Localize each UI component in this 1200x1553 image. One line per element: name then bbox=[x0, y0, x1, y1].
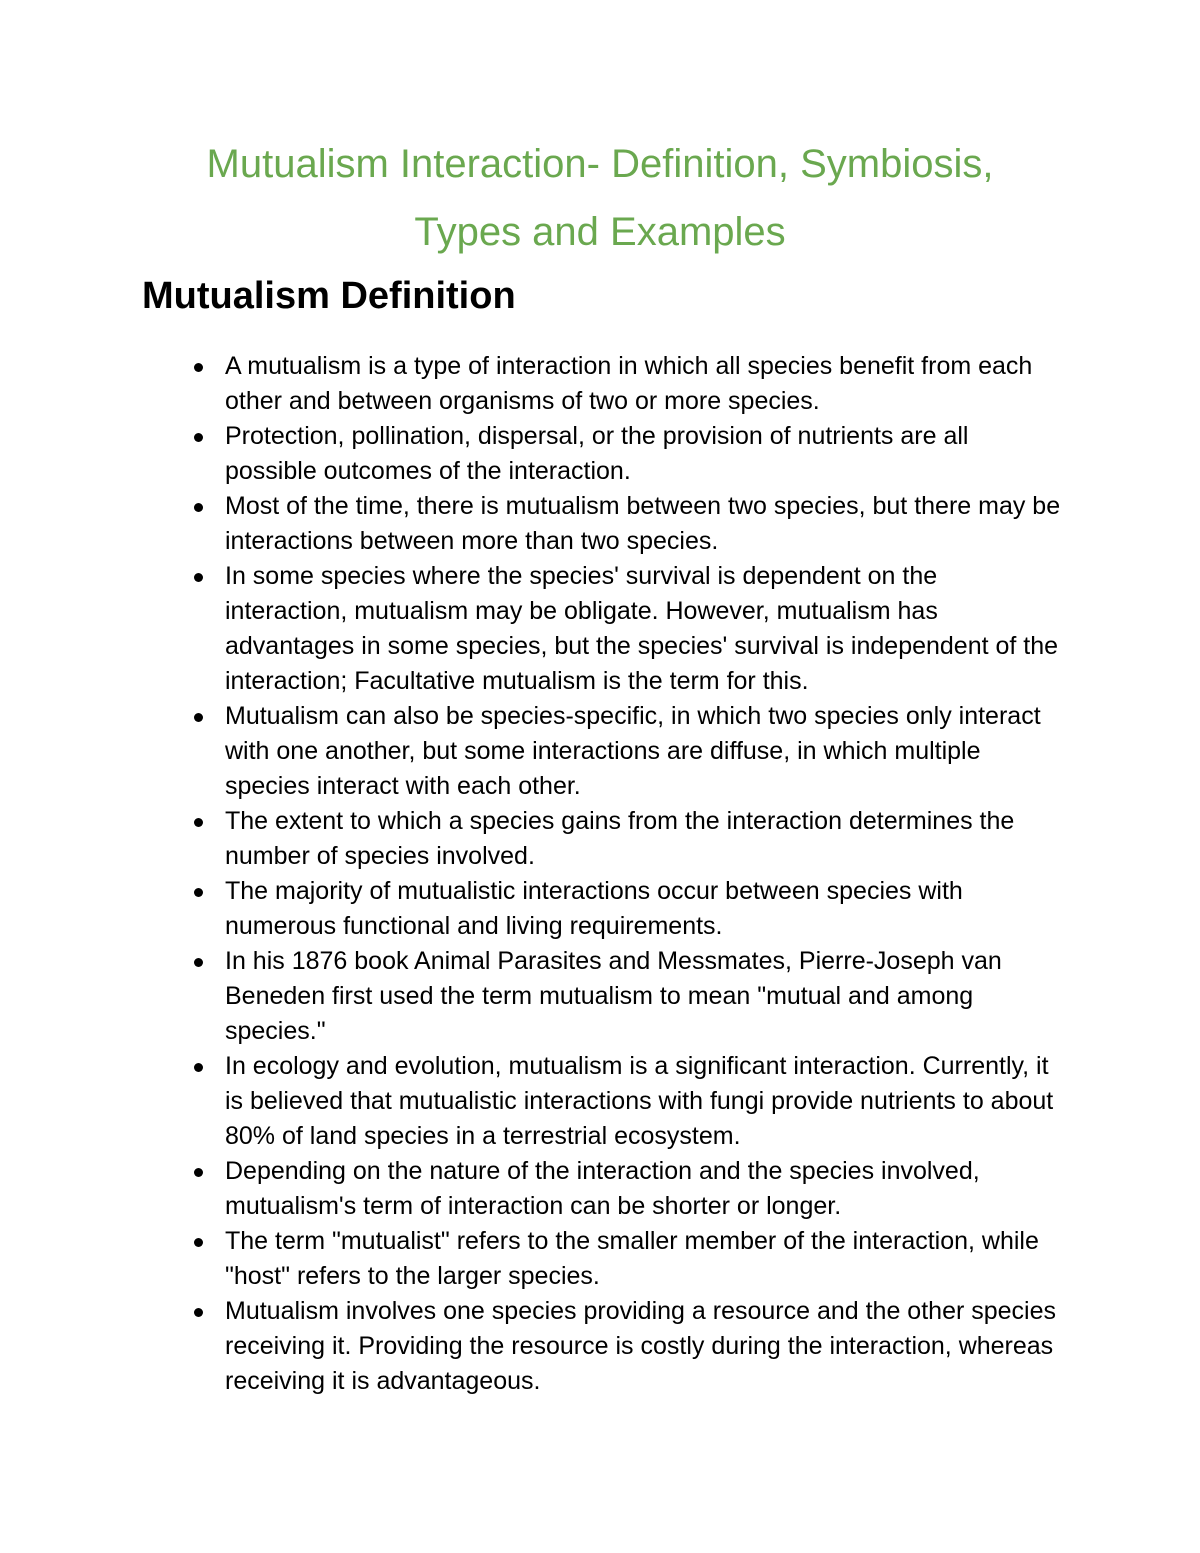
list-item-text: The majority of mutualistic interactions occur between species with numerous functional and living requirements. bbox=[225, 877, 963, 940]
list-item bbox=[225, 699, 1065, 804]
list-item bbox=[225, 559, 1065, 699]
list-item bbox=[225, 1224, 1065, 1294]
list-item-text: In his 1876 book Animal Parasites and Messmates, Pierre-Joseph van Beneden first used the term mutualism to mean "mutual and among species." bbox=[225, 947, 1002, 1045]
bullet-icon bbox=[194, 433, 203, 442]
definition-bullet-list bbox=[225, 349, 1065, 1399]
section-heading: Mutualism Definition bbox=[142, 275, 516, 317]
list-item-text: Mutualism involves one species providing a resource and the other species receiving it. Providing the resource is costly during the interaction, whereas receiving it is advantageous. bbox=[225, 1297, 1057, 1395]
list-item bbox=[225, 1049, 1065, 1154]
bullet-icon bbox=[194, 363, 203, 372]
list-item bbox=[225, 944, 1065, 1049]
list-item-text: In ecology and evolution, mutualism is a significant interaction. Currently, it is believed that mutualistic interactions with fungi provide nutrients to about 80% of land species in a terrestrial ecosystem. bbox=[225, 1052, 1054, 1150]
list-item bbox=[225, 489, 1065, 559]
list-item-text: The term "mutualist" refers to the smaller member of the interaction, while "host" refers to the larger species. bbox=[225, 1227, 1039, 1290]
list-item bbox=[225, 349, 1065, 419]
bullet-icon bbox=[194, 1063, 203, 1072]
list-item bbox=[225, 1294, 1065, 1399]
bullet-icon bbox=[194, 573, 203, 582]
list-item bbox=[225, 1154, 1065, 1224]
list-item-text: Most of the time, there is mutualism between two species, but there may be interactions between more than two species. bbox=[225, 492, 1061, 555]
list-item-text: Protection, pollination, dispersal, or the provision of nutrients are all possible outcomes of the interaction. bbox=[225, 422, 969, 485]
list-item-text: Mutualism can also be species-specific, in which two species only interact with one another, but some interactions are diffuse, in which multiple species interact with each other. bbox=[225, 702, 1041, 800]
list-item bbox=[225, 804, 1065, 874]
list-item bbox=[225, 419, 1065, 489]
list-item-text: A mutualism is a type of interaction in which all species benefit from each other and between organisms of two or more species. bbox=[225, 352, 1033, 415]
list-item-text: Depending on the nature of the interaction and the species involved, mutualism's term of interaction can be shorter or longer. bbox=[225, 1157, 980, 1220]
bullet-icon bbox=[194, 888, 203, 897]
list-item bbox=[225, 874, 1065, 944]
bullet-icon bbox=[194, 1238, 203, 1247]
list-item-text: In some species where the species' survival is dependent on the interaction, mutualism may be obligate. However, mutualism has advantages in some species, but the species' survival is independent of the interaction; Facultative mutualism is the term for this. bbox=[225, 562, 1059, 695]
page-title-line-2: Types and Examples bbox=[414, 210, 786, 254]
bullet-icon bbox=[194, 503, 203, 512]
list-item-text: The extent to which a species gains from the interaction determines the number of species involved. bbox=[225, 807, 1015, 870]
bullet-icon bbox=[194, 1308, 203, 1317]
bullet-icon bbox=[194, 1168, 203, 1177]
bullet-icon bbox=[194, 958, 203, 967]
bullet-icon bbox=[194, 713, 203, 722]
bullet-icon bbox=[194, 818, 203, 827]
page-title-line-1: Mutualism Interaction- Definition, Symbiosis, bbox=[206, 142, 994, 186]
